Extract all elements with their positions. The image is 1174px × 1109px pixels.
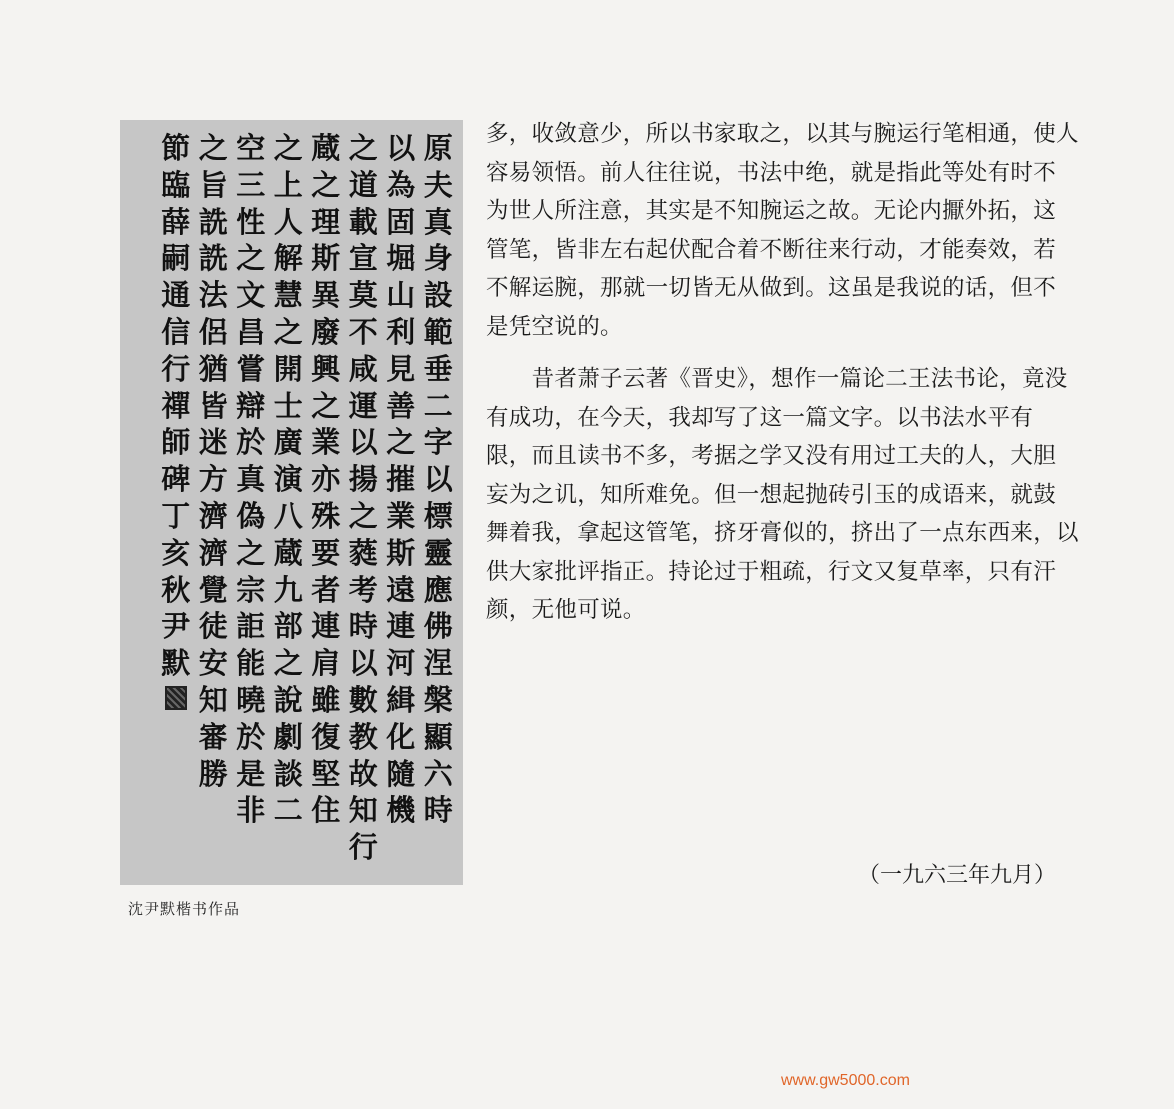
text-line: 有成功，在今天，我却写了这一篇文字。以书法水平有 — [486, 404, 1034, 431]
text-line: 限，而且读书不多，考据之学又没有用过工夫的人，大胆 — [486, 443, 1057, 469]
calligraphy-text: 蔵 之 理 斯 異 廢 興 之 業 亦 殊 要 者 連 肩 雖 復 堅 住 — [311, 131, 341, 828]
calligraphy-column — [420, 130, 458, 875]
date-line: （一九六三年九月） — [858, 863, 1057, 888]
text-line: 是凭空说的。 — [486, 313, 623, 340]
calligraphy-text: 之 道 載 宣 莫 不 咸 運 以 揚 之 蕤 考 時 以 數 教 故 知 行 — [348, 131, 378, 865]
calligraphy-text: 原 夫 真 身 設 範 垂 二 字 以 標 靈 應 佛 涅 槃 顯 六 時 — [423, 131, 453, 828]
calligraphy-column — [232, 130, 270, 875]
text-line: 颜，无他可说。 — [486, 597, 646, 623]
text-line: 管笔，皆非左右起伏配合着不断往来行动，才能奏效，若 — [486, 236, 1057, 263]
text-line: 舞着我，拿起这管笔，挤牙膏似的，挤出了一点东西来，以 — [486, 520, 1079, 546]
calligraphy-column — [307, 130, 345, 875]
text-line: 多，收敛意少，所以书家取之，以其与腕运行笔相通，使人 — [486, 121, 1079, 147]
calligraphy-image — [120, 120, 463, 885]
text-line: 容易领悟。前人往往说，书法中绝，就是指此等处有时不 — [486, 159, 1057, 186]
calligraphy-column — [382, 130, 420, 875]
image-caption: 沈尹默楷书作品 — [128, 900, 241, 918]
calligraphy-text: 節 臨 薛 嗣 通 信 行 禪 師 碑 丁 亥 秋 尹 默 — [161, 131, 191, 681]
text-line: 为世人所注意，其实是不知腕运之故。无论内擫外拓，这 — [486, 198, 1057, 224]
watermark: www.gw5000.com — [781, 1072, 910, 1089]
calligraphy-text: 之 旨 詵 詵 法 侶 猶 皆 迷 方 濟 濟 覺 徒 安 知 審 勝 — [198, 131, 228, 791]
calligraphy-column — [157, 130, 195, 875]
calligraphy-text: 以 為 固 堀 山 利 見 善 之 摧 業 斯 遠 連 河 緝 化 隨 機 — [386, 131, 416, 828]
seal-stamp — [165, 686, 187, 710]
essay-text — [486, 115, 1114, 630]
text-line: 不解运腕，那就一切皆无从做到。这虽是我说的话，但不 — [486, 275, 1057, 301]
calligraphy-column — [345, 130, 383, 875]
text-line: 妄为之讥，知所难免。但一想起抛砖引玉的成语来，就鼓 — [486, 481, 1057, 508]
calligraphy-column — [270, 130, 308, 875]
calligraphy-column — [195, 130, 233, 875]
text-line: 昔者萧子云著《晋史》，想作一篇论二王法书论，竟没 — [486, 366, 1068, 392]
text-line: 供大家批评指正。持论过于粗疏，行文又复草率，只有汗 — [486, 558, 1057, 585]
calligraphy-text: 空 三 性 之 文 昌 嘗 辯 於 真 偽 之 宗 詎 能 曉 於 是 非 — [236, 131, 266, 828]
calligraphy-text: 之 上 人 解 慧 之 開 士 廣 演 八 蔵 九 部 之 說 劇 談 二 — [273, 131, 303, 828]
